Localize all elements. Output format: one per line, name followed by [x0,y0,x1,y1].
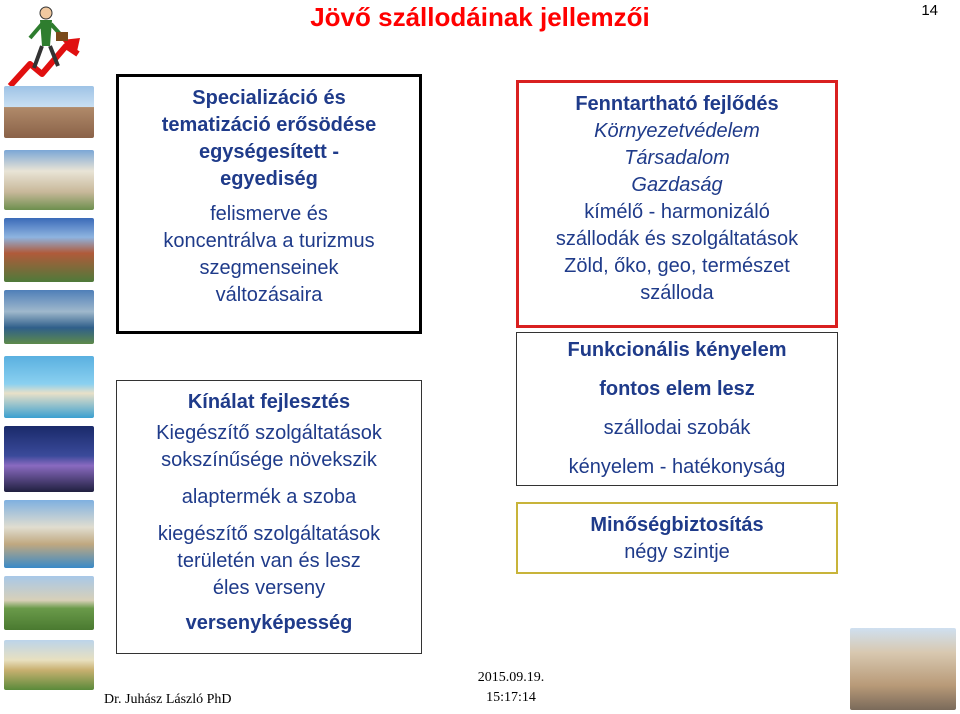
specialization-body-line: változásaira [215,284,323,306]
quality-assurance-box [516,502,838,574]
specialization-heading-line: tematizáció erősödése [161,114,377,136]
sustainable-line: kímélő - harmonizáló [584,201,770,223]
specialization-heading-line: Specializáció és [192,87,346,109]
specialization-heading-line: egységesített - [198,141,340,163]
hotel-photo-2 [4,150,94,210]
footer-date: 2015.09.19. [477,670,545,685]
offer-development-box [116,380,422,654]
building-photo [850,628,956,710]
sustainable-line: szállodák és szolgáltatások [555,228,799,250]
specialization-body-line: felismerve és [210,203,328,225]
sustainable-heading: Fenntartható fejlődés [575,93,779,115]
sustainable-italic-line: Társadalom [624,147,730,169]
manor-photo [4,640,94,690]
offer-line: alaptermék a szoba [181,486,357,508]
specialization-body-line: szegmenseinek [199,257,339,279]
comfort-line: kényelem - hatékonyság [568,456,786,478]
functional-comfort-box [516,332,838,486]
slide-title: Jövő szállodáinak jellemzői [310,2,650,32]
sustainable-line: szálloda [640,282,714,304]
sustainable-italic-line: Környezetvédelem [594,120,760,142]
sustainable-development-box [516,80,838,328]
offer-line: sokszínűsége növekszik [161,449,377,471]
offer-heading: Kínálat fejlesztés [187,391,351,413]
sustainable-italic-line: Gazdaság [631,174,723,196]
quality-heading: Minőségbiztosítás [590,514,764,536]
footer-datetime [456,668,566,708]
slide-number: 14 [921,2,938,19]
bridge-photo [4,426,94,492]
pool-photo [4,356,94,418]
hotel-photo-5 [4,500,94,568]
comfort-line: szállodai szobák [603,417,751,439]
castle-photo [4,576,94,630]
comfort-heading: Funkcionális kényelem [567,339,787,361]
footer-time: 15:17:14 [486,690,536,705]
offer-line: területén van és lesz [177,550,361,572]
specialization-body-line: koncentrálva a turizmus [163,230,375,252]
businessman-clipart-icon [6,4,84,88]
specialization-box [116,74,422,334]
hotel-photo-3 [4,218,94,282]
offer-line: éles verseny [212,577,326,599]
sustainable-line: Zöld, őko, geo, természet [564,255,790,277]
footer-author: Dr. Juhász László PhD [104,692,232,707]
hotel-photo-1 [4,86,94,138]
specialization-heading-line: egyediség [220,168,318,190]
quality-line: négy szintje [624,541,730,563]
hotel-photo-4 [4,290,94,344]
offer-line: kiegészítő szolgáltatások [157,523,381,545]
offer-line: Kiegészítő szolgáltatások [156,422,382,444]
comfort-subheading: fontos elem lesz [599,378,755,400]
offer-footer: versenyképesség [185,612,353,634]
